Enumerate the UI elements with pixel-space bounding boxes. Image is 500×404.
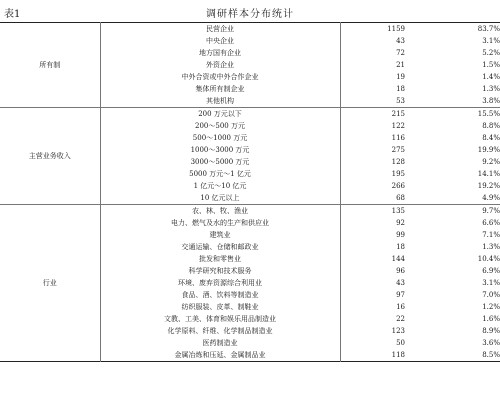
item-cell: 10 亿元以上	[100, 192, 340, 205]
count-cell: 128	[391, 158, 405, 166]
count-cell: 116	[391, 134, 405, 142]
item-cell: 交通运输、仓储和邮政业	[100, 241, 340, 253]
item-cell: 纺织服装、皮革、制鞋业	[100, 301, 340, 313]
count-cell: 118	[391, 351, 405, 359]
item-cell: 文教、工美、体育和娱乐用品制造业	[100, 313, 340, 325]
count-cell: 72	[396, 49, 405, 57]
percent-cell: 3.6%	[482, 339, 500, 347]
item-cell: 3000～5000 万元	[100, 156, 340, 168]
percent-cell: 19.9%	[477, 146, 500, 154]
item-cell: 医药制造业	[100, 337, 340, 349]
item-cell: 环境、废弃资源综合利用业	[100, 277, 340, 289]
table-body	[0, 23, 500, 362]
percent-cell: 1.6%	[482, 315, 500, 323]
count-cell: 22	[396, 315, 405, 323]
percent-cell: 3.8%	[482, 97, 500, 105]
item-cell: 1000～3000 万元	[100, 144, 340, 156]
percent-cell: 3.1%	[482, 279, 500, 287]
percent-cell: 15.5%	[405, 108, 500, 121]
count-cell: 144	[391, 255, 405, 263]
item-cell: 5000 万元～1 亿元	[100, 168, 340, 180]
count-cell: 266	[391, 182, 405, 190]
percent-cell: 8.5%	[482, 351, 500, 359]
percent-cell: 6.9%	[482, 267, 500, 275]
count-cell: 122	[391, 122, 405, 130]
count-cell: 16	[396, 303, 405, 311]
percent-cell: 9.7%	[405, 205, 500, 218]
item-cell: 农、林、牧、渔业	[100, 205, 340, 218]
item-cell: 中外合资或中外合作企业	[100, 71, 340, 83]
percent-cell: 6.6%	[482, 219, 500, 227]
percent-cell: 1.4%	[482, 73, 500, 81]
item-cell: 1 亿元～10 亿元	[100, 180, 340, 192]
count-cell: 21	[396, 61, 405, 69]
count-cell: 123	[391, 327, 405, 335]
item-cell: 地方国有企业	[100, 47, 340, 59]
count-cell: 275	[391, 146, 405, 154]
table-row	[0, 23, 500, 36]
item-cell: 集体所有制企业	[100, 83, 340, 95]
item-cell: 其他机构	[100, 95, 340, 108]
count-cell: 19	[396, 73, 405, 81]
count-cell: 99	[396, 231, 405, 239]
group-label: 所有制	[0, 23, 100, 108]
percent-cell: 8.9%	[482, 327, 500, 335]
count-cell: 1159	[387, 25, 405, 33]
count-cell: 18	[396, 243, 405, 251]
count-cell: 96	[396, 267, 405, 275]
count-cell: 92	[396, 219, 405, 227]
percent-cell: 14.1%	[477, 170, 500, 178]
count-cell: 43	[396, 279, 405, 287]
count-cell: 215	[340, 108, 405, 121]
percent-cell: 5.2%	[482, 49, 500, 57]
count-cell: 68	[396, 194, 405, 202]
table-title: 调研样本分布统计	[206, 9, 294, 20]
item-cell: 500～1000 万元	[100, 132, 340, 144]
table-row	[0, 108, 500, 121]
item-cell: 金属冶炼和压延、金属制品业	[100, 349, 340, 362]
percent-cell: 3.1%	[482, 37, 500, 45]
group-label: 主营业务收入	[0, 108, 100, 205]
item-cell: 化学原料、纤维、化学制品制造业	[100, 325, 340, 337]
count-cell: 43	[396, 37, 405, 45]
percent-cell: 7.1%	[482, 231, 500, 239]
table-caption	[0, 3, 500, 19]
item-cell: 中央企业	[100, 35, 340, 47]
item-cell: 建筑业	[100, 229, 340, 241]
item-cell: 食品、酒、饮料等制造业	[100, 289, 340, 301]
item-cell: 200～500 万元	[100, 120, 340, 132]
item-cell: 200 万元以下	[100, 108, 340, 121]
count-cell: 135	[340, 205, 405, 218]
percent-cell: 1.5%	[482, 61, 500, 69]
item-cell: 外资企业	[100, 59, 340, 71]
percent-cell: 4.9%	[482, 194, 500, 202]
table-number: 表1	[4, 9, 21, 20]
count-cell: 97	[396, 291, 405, 299]
count-cell: 18	[396, 85, 405, 93]
percent-cell: 7.0%	[482, 291, 500, 299]
item-cell: 民营企业	[100, 23, 340, 36]
percent-cell: 10.4%	[477, 255, 500, 263]
table-row	[0, 205, 500, 218]
count-cell: 195	[391, 170, 405, 178]
item-cell: 科学研究和技术服务	[100, 265, 340, 277]
percent-cell: 1.3%	[482, 85, 500, 93]
count-cell: 50	[396, 339, 405, 347]
percent-cell: 19.2%	[477, 182, 500, 190]
item-cell: 批发和零售业	[100, 253, 340, 265]
percent-cell: 8.8%	[482, 122, 500, 130]
percent-cell: 9.2%	[482, 158, 500, 166]
percent-cell: 83.7%	[477, 25, 500, 33]
count-cell: 53	[396, 97, 405, 105]
sample-distribution-table	[0, 22, 500, 362]
percent-cell: 8.4%	[482, 134, 500, 142]
percent-cell: 1.2%	[482, 303, 500, 311]
group-label: 行业	[0, 205, 100, 362]
item-cell: 电力、燃气及水的生产和供应业	[100, 217, 340, 229]
percent-cell: 1.3%	[482, 243, 500, 251]
